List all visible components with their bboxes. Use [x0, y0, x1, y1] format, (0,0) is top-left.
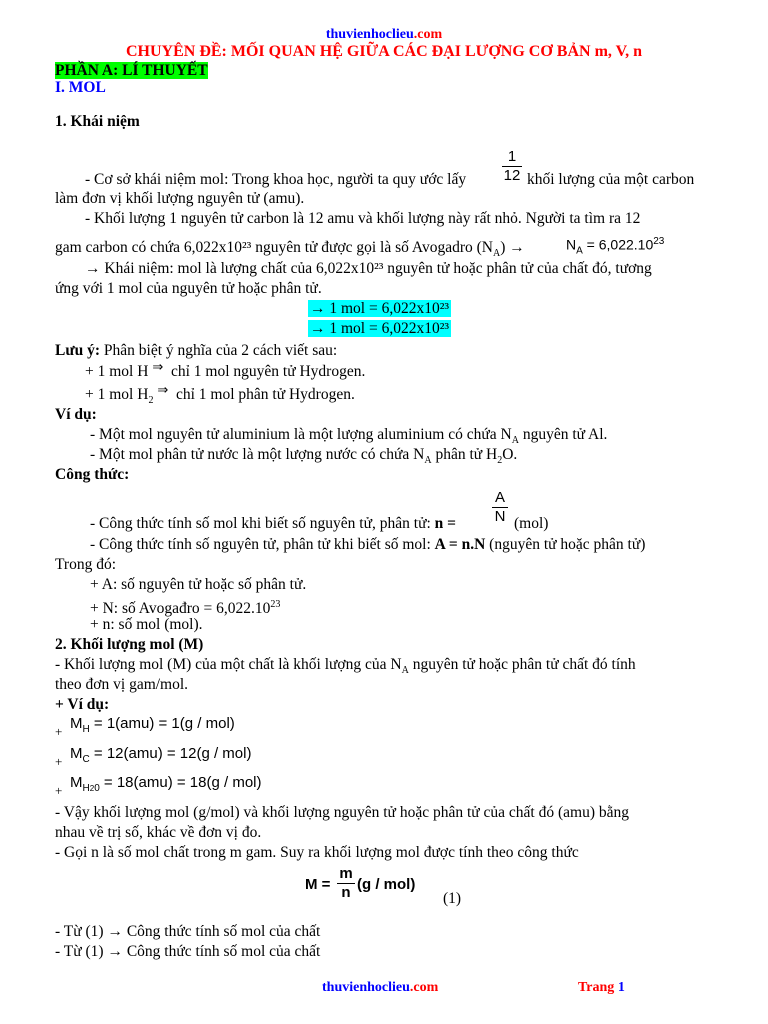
subsection-1-heading: 1. Khái niệm — [55, 113, 140, 130]
footer-site[interactable] — [322, 980, 438, 996]
text: ) → — [500, 239, 525, 256]
paragraph-line: - Từ (1) → Công thức tính số mol của chất — [55, 943, 321, 960]
topic-title: CHUYÊN ĐỀ: MỐI QUAN HỆ GIỮA CÁC ĐẠI LƯỢNG CƠ BẢN m, V, n — [125, 43, 643, 60]
fraction-numerator: 1 — [507, 148, 517, 165]
paragraph-line: - Vậy khối lượng mol (g/mol) và khối lượng nguyên tử hoặc phân tử của chất đó (amu) bằng — [55, 804, 630, 821]
equation-number: (1) — [443, 890, 462, 907]
sub-0: 0 — [94, 783, 100, 794]
text: chỉ 1 mol nguyên tử Hydrogen. — [170, 363, 366, 380]
fraction-numerator: A — [494, 489, 505, 506]
formula-bold: A = n.N — [434, 536, 486, 553]
subscript: A — [401, 665, 409, 677]
paragraph-line: - Từ (1) → Công thức tính số mol của chất — [55, 923, 321, 940]
text: + 1 mol H — [85, 363, 149, 380]
symbol: N — [566, 236, 577, 253]
page-label: Trang — [578, 980, 615, 995]
subscript: A — [493, 248, 501, 260]
text: = 1(amu) = 1(g / mol) — [89, 715, 235, 732]
text: = 18(amu) = 18(g / mol) — [99, 774, 262, 791]
highlight-line — [308, 319, 723, 339]
sub-2: 2 — [89, 784, 95, 793]
text: - Công thức tính số mol khi biết số nguyên tử, phân tử: — [90, 515, 431, 532]
paragraph-line: ứng với 1 mol của nguyên tử hoặc phân tử. — [55, 280, 322, 297]
fraction-denominator: 12 — [503, 167, 521, 184]
text: (nguyên tử hoặc phân tử) — [489, 536, 646, 553]
plus-sign: + — [55, 754, 63, 769]
where-label: Trong đó: — [55, 556, 117, 573]
formula-line — [90, 535, 723, 555]
symbol: M — [70, 715, 83, 732]
note-line — [55, 341, 723, 361]
implies-icon: ⇒ — [157, 382, 169, 397]
symbol: M — [70, 774, 83, 791]
where-item: + n: số mol (mol). — [90, 616, 203, 633]
fraction-denominator: N — [494, 508, 506, 525]
text: = 6,022.10 — [582, 236, 654, 253]
paragraph-line: khối lượng của một carbon — [527, 171, 695, 188]
note-label: Lưu ý: — [55, 342, 101, 359]
highlight-line — [308, 299, 723, 319]
footer-site-tld: .com — [409, 980, 439, 995]
fraction-denominator: n — [341, 884, 351, 901]
paragraph-line: - Gọi n là số mol chất trong m gam. Suy ra khối lượng mol được tính theo công thức — [55, 844, 579, 861]
paragraph-line: - Khối lượng 1 nguyên tử carbon là 12 amu và khối lượng này rất nhỏ. Người ta tìm ra 12 — [85, 210, 641, 227]
subscript: H — [82, 724, 90, 735]
subsection-2-heading: 2. Khối lượng mol (M) — [55, 636, 204, 653]
text: - Một mol phân tử nước là một lượng nước có chứa N — [90, 446, 425, 463]
subscript: 2 — [148, 395, 154, 407]
formula-unit: (mol) — [514, 515, 549, 532]
highlight-text: → 1 mol = 6,022x10²³ — [310, 320, 450, 337]
paragraph-line: theo đơn vị gam/mol. — [55, 676, 189, 693]
paragraph-line: nhau về trị số, khác về đơn vị đo. — [55, 824, 262, 841]
subscript: A — [511, 435, 519, 447]
page-number — [578, 980, 625, 996]
site-name: thuvienhoclieu — [325, 27, 414, 42]
text: O. — [502, 446, 518, 463]
footer-site-name: thuvienhoclieu — [322, 980, 410, 995]
paragraph-line: → Khái niệm: mol là lượng chất của 6,022x10²³ nguyên tử hoặc phân tử của chất đó, tương — [85, 260, 652, 277]
text: phân tử H — [435, 446, 498, 463]
paragraph-line: làm đơn vị khối lượng nguyên tử (amu). — [55, 190, 305, 207]
example-label: Ví dụ: — [55, 406, 97, 423]
sub-h: H — [82, 783, 90, 794]
text: nguyên tử Al. — [522, 426, 608, 443]
fraction-numerator: m — [339, 865, 353, 882]
molar-mass-h — [70, 714, 723, 740]
text: - Công thức tính số nguyên tử, phân tử khi biết số mol: — [90, 536, 431, 553]
text: + N: số Avogađro = 6,022.10 — [90, 600, 271, 618]
section-mol-heading: I. MOL — [55, 79, 106, 96]
highlight-text: → 1 mol = 6,022x10²³ — [310, 300, 450, 317]
text: - Một mol nguyên tử aluminium là một lượng aluminium có chứa N — [90, 426, 512, 443]
note-item — [85, 359, 723, 382]
text: = 12(amu) = 12(g / mol) — [89, 745, 252, 762]
mass-example-label: + Ví dụ: — [55, 696, 110, 713]
where-item: + A: số nguyên tử hoặc số phân tử. — [90, 576, 307, 593]
text: - Khối lượng mol (M) của một chất là khối lượng của N — [55, 656, 402, 673]
site-tld: .com — [413, 27, 443, 42]
symbol: M — [70, 745, 83, 762]
implies-icon: ⇒ — [152, 359, 164, 374]
molar-mass-h2o — [70, 773, 723, 799]
molar-mass-c — [70, 744, 723, 770]
superscript: 23 — [653, 236, 665, 247]
text: - Cơ sở khái niệm mol: Trong khoa học, người ta quy ước lấy — [85, 171, 467, 188]
plus-sign: + — [55, 783, 63, 798]
text: nguyên tử hoặc phân tử chất đó tính — [412, 656, 636, 673]
subscript — [83, 783, 100, 794]
text: chỉ 1 mol phân tử Hydrogen. — [175, 386, 355, 403]
text: + 1 mol H — [85, 386, 149, 403]
subscript: A — [576, 245, 583, 257]
subscript: C — [82, 754, 90, 765]
subscript: A — [424, 455, 432, 467]
formula-unit: (g / mol) — [357, 876, 416, 893]
superscript: 23 — [270, 599, 281, 610]
page-num: 1 — [617, 980, 625, 995]
plus-sign: + — [55, 724, 63, 739]
text: gam carbon có chứa 6,022x10²³ nguyên tử được gọi là số Avogadro (N — [55, 239, 493, 256]
fraction-m-over-n — [337, 865, 355, 902]
text: Phân biệt ý nghĩa của 2 cách viết sau: — [103, 342, 338, 359]
part-a-label: PHẦN A: LÍ THUYẾT — [55, 62, 208, 79]
formula-bold: n = — [434, 515, 456, 532]
formula-label: Công thức: — [55, 466, 130, 483]
subscript: 2 — [497, 455, 503, 467]
formula-lhs: M = — [305, 876, 331, 893]
avogadro-formula — [566, 232, 723, 261]
